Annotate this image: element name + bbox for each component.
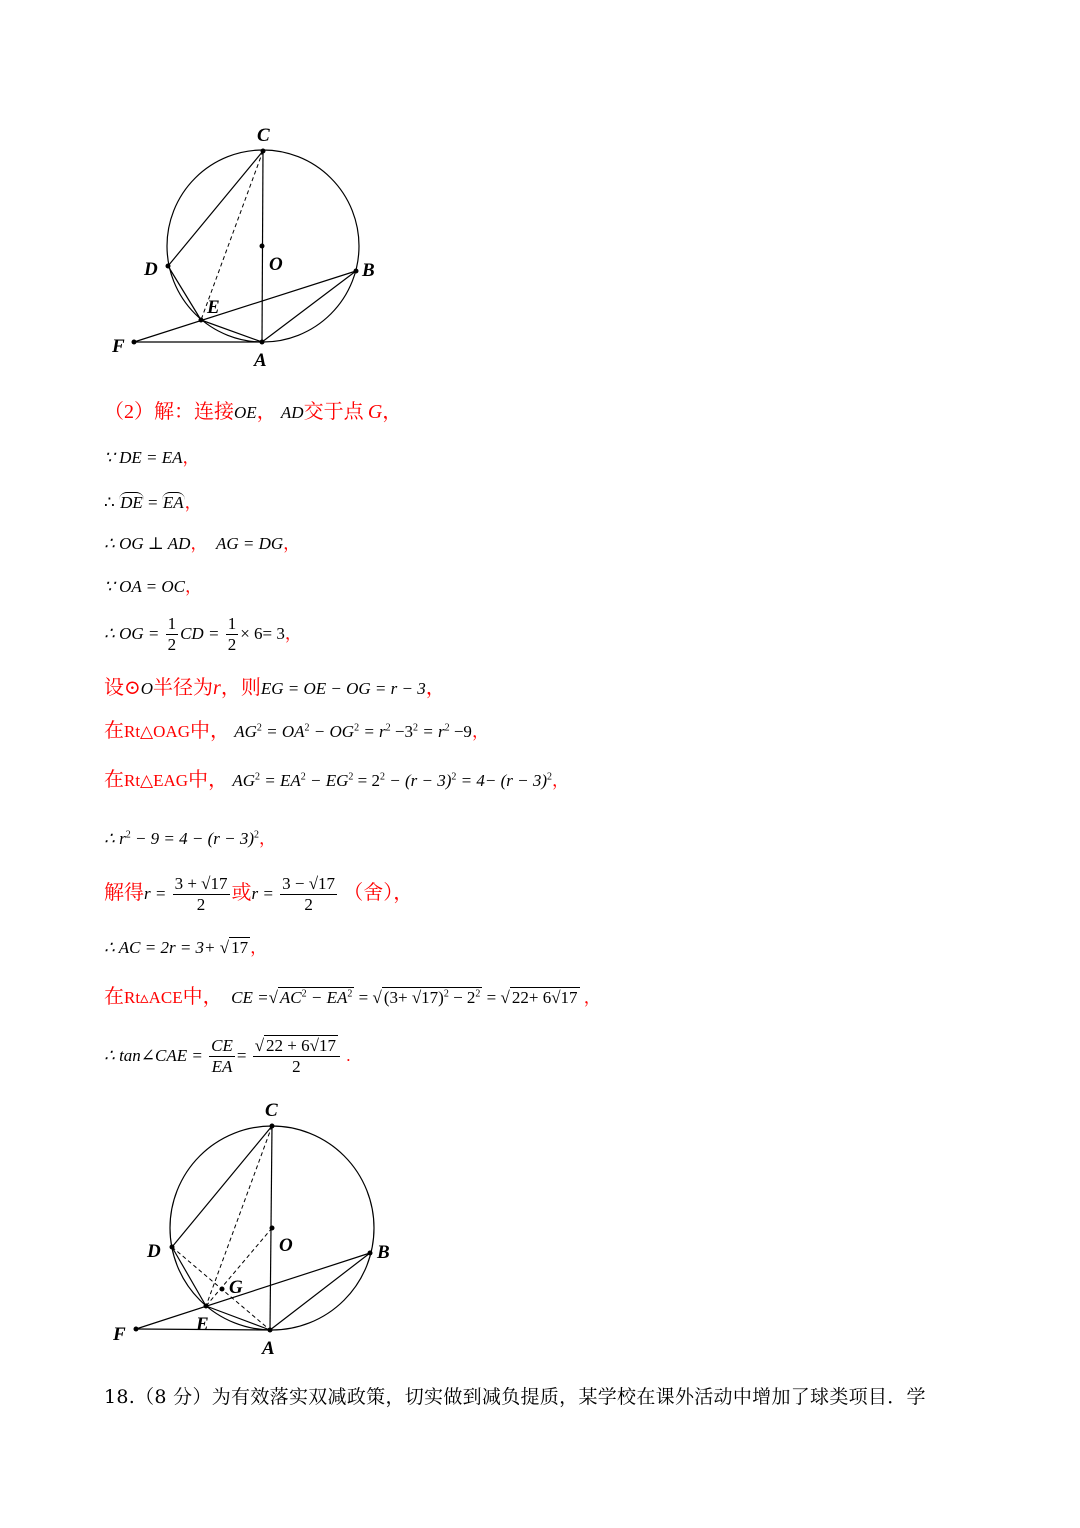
solution-line-6: ∴ OG = $\frac{1}{2}$ CD = $\frac{1}{2}$ × 6= 3，: [104, 614, 302, 655]
label-e: E: [196, 1314, 209, 1335]
solution-line-12: ∴ AC = 2r = 3+ √ 17 ，: [104, 938, 268, 957]
solution-line-1: （2）解：连接OE， AD交于点 G，: [104, 401, 403, 423]
solution-line-5: ∵ OA = OC，: [104, 577, 203, 596]
solution-line-9: 在Rt△EAG中， $AG^2 = EA^2 - EG^2 = 2^2 - (r - 3)^2 = 4- (r - 3)^2$，: [104, 769, 569, 791]
solution-line-3: ∴ DE = EA，: [104, 493, 202, 512]
solution-line-4: ∴ OG ⊥ AD， AG = DG，: [104, 534, 301, 553]
label-o: O: [269, 254, 283, 275]
solution-line-10: ∴ $r^2 - 9 = 4 - (r - 3)^2$，: [104, 829, 277, 848]
label-b: B: [362, 260, 375, 281]
solution-line-11: 解得r = $\frac{3 + √17}{2}$ 或r = $\frac{3 - √17}{2}$ （舍），: [104, 874, 414, 915]
solution-line-7: 设⊙O半径为r，则EG = OE − OG = r − 3，: [104, 677, 446, 699]
circle-figure-1: [100, 120, 400, 380]
solution-line-2: ∵ DE = EA，: [104, 448, 200, 467]
label-f: F: [112, 336, 125, 357]
solution-line-14: ∴ tan∠CAE = $\frac{CE}{EA}$ = $\frac{√ 22 + 6√17}{2}$ .: [104, 1036, 351, 1077]
solution-line-8: 在Rt△OAG中， $AG^2 = OA^2 - OG^2 = r^2 -3^2 = r^2 -9$，: [104, 720, 489, 742]
label-c: C: [265, 1100, 278, 1121]
label-a: A: [254, 350, 267, 371]
label-g: G: [229, 1277, 243, 1298]
label-f: F: [113, 1324, 126, 1345]
label-c: C: [257, 125, 270, 146]
solution-line-13: 在Rt▵ACE中， CE =√ $AC^2 - EA^2$ = √ $(3+ √17)^2 - 2^2$ = √ 22+ 6√17 ，: [104, 986, 601, 1008]
circle-figure-2: [100, 1095, 400, 1360]
label-b: B: [377, 1242, 390, 1263]
label-a: A: [262, 1338, 275, 1359]
question-18: 18.（8 分）为有效落实双减政策，切实做到减负提质，某学校在课外活动中增加了球类项目．学: [104, 1386, 926, 1408]
label-o: O: [279, 1235, 293, 1256]
label-d: D: [147, 1241, 161, 1262]
label-e: E: [207, 297, 220, 318]
label-d: D: [144, 259, 158, 280]
